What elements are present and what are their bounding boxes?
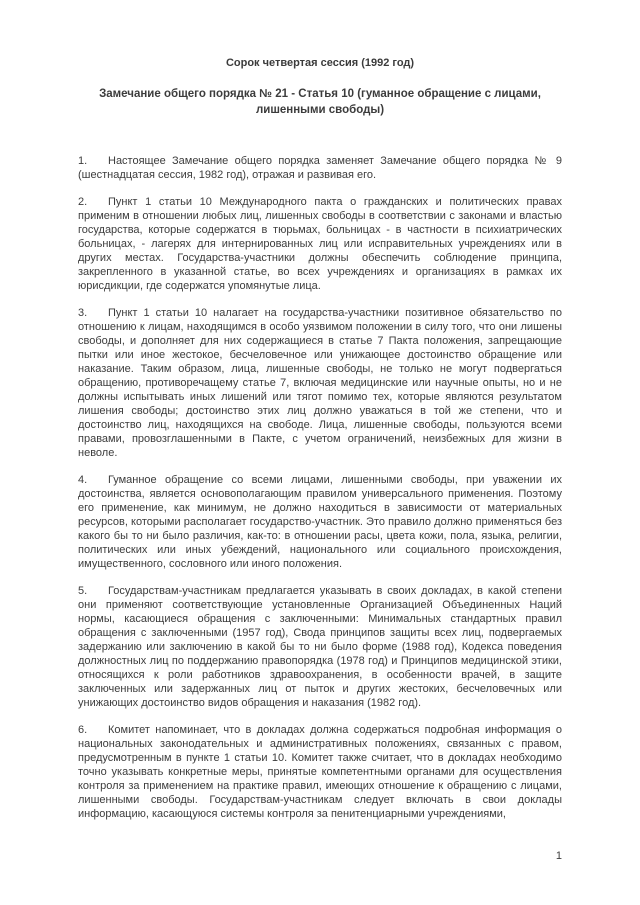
session-title: Сорок четвертая сессия (1992 год)	[225, 57, 415, 69]
paragraph-4-number: 4.	[78, 474, 88, 486]
paragraph-1-text: Настоящее Замечание общего порядка заменяет Замечание общего порядка № 9 (шестнадцатая сессия, 1982 год), отражая и развивая его.	[78, 155, 562, 181]
paragraph-5-text: Государствам-участникам предлагается указывать в своих докладах, в какой степени они применяют соответствующие установленные Организацией Объединенных Наций нормы, касающиеся обращения с заключенными: Минимальных стандартных правил обращения с заключенными (1957 год), Свода принципов защиты всех лиц, подвергаемых задержанию или заключению в какой бы то ни было форме (1988 год), Кодекса поведения должностных лиц по поддержанию правопорядка (1978 год) и Принципов медицинской этики, относящихся к роли работников здравоохранения, в особенности врачей, в защите заключенных или задержанных лиц от пыток и других жестоких, бесчеловечных или унижающих достоинство видов обращения и наказания (1982 год).	[78, 585, 562, 709]
paragraph-6-number: 6.	[78, 724, 88, 736]
paragraph-3-text: Пункт 1 статьи 10 налагает на государства-участники позитивное обязательство по отношению к лицам, находящимся в особо уязвимом положении в силу того, что они лишены свободы, и дополняет для них содержащиеся в статье 7 Пакта положения, запрещающие пытки или иное жестокое, бесчеловечное или унижающее достоинство обращение или наказание. Таким образом, лица, лишенные свободы, не только не могут подвергаться обращению, противоречащему статье 7, включая медицинские или научные опыты, но и не должны испытывать иных лишений или тягот помимо тех, которые являются результатом лишения свободы; достоинство этих лиц должно уважаться в той же степени, что и достоинство лиц, находящихся на свободе. Лица, лишенные свободы, пользуются всеми правами, провозглашенными в Пакте, с учетом ограничений, неизбежных для жизни в неволе.	[78, 307, 562, 459]
paragraph-2-number: 2.	[78, 196, 88, 208]
paragraph-3-number: 3.	[78, 307, 88, 319]
page-number: 1	[555, 850, 562, 862]
paragraph-4-text: Гуманное обращение со всеми лицами, лишенными свободы, при уважении их достоинства, является основополагающим правилом универсального применения. Поэтому его применение, как минимум, не должно находиться в зависимости от материальных ресурсов, которыми располагает государство-участник. Это правило должно применяться без какого бы то ни было различия, как-то: в отношении расы, цвета кожи, пола, языка, религии, политических или иных убеждений, национального или социального происхождения, имущественного, сословного или иного положения.	[78, 474, 562, 570]
paragraph-1-number: 1.	[78, 155, 88, 167]
paragraph-1	[78, 154, 562, 182]
paragraph-3	[78, 306, 562, 460]
paragraph-4	[78, 473, 562, 571]
paragraph-6-text: Комитет напоминает, что в докладах должна содержаться подробная информация о национальных законодательных и административных положениях, связанных с правом, предусмотренным в пункте 1 статьи 10. Комитет также считает, что в докладах необходимо точно указывать конкретные меры, принятые компетентными органами для осуществления контроля за применением на практике правил, имеющих отношение к обращению с лицами, лишенными свободы. Государствам-участникам следует включать в свои доклады информацию, касающуюся системы контроля за пенитенциарными учреждениями,	[78, 724, 562, 820]
paragraph-5	[78, 584, 562, 710]
paragraph-2-text: Пункт 1 статьи 10 Международного пакта о гражданских и политических правах применим в отношении любых лиц, лишенных свободы в соответствии с законами и властью государства, которые содержатся в тюрьмах, больницах - в частности в психиатрических больницах, - лагерях для интернированных лиц или исправительных учреждениях или в других местах. Государства-участники должны обеспечить соблюдение принципа, закрепленного в указанной статье, во всех учреждениях и организациях в рамках их юрисдикции, где содержатся упомянутые лица.	[78, 196, 562, 292]
document-heading: Замечание общего порядка № 21 - Статья 10 (гуманное обращение с лицами, лишенными свободы)	[99, 88, 541, 116]
paragraph-2	[78, 195, 562, 293]
paragraph-5-number: 5.	[78, 585, 88, 597]
paragraph-6	[78, 723, 562, 821]
